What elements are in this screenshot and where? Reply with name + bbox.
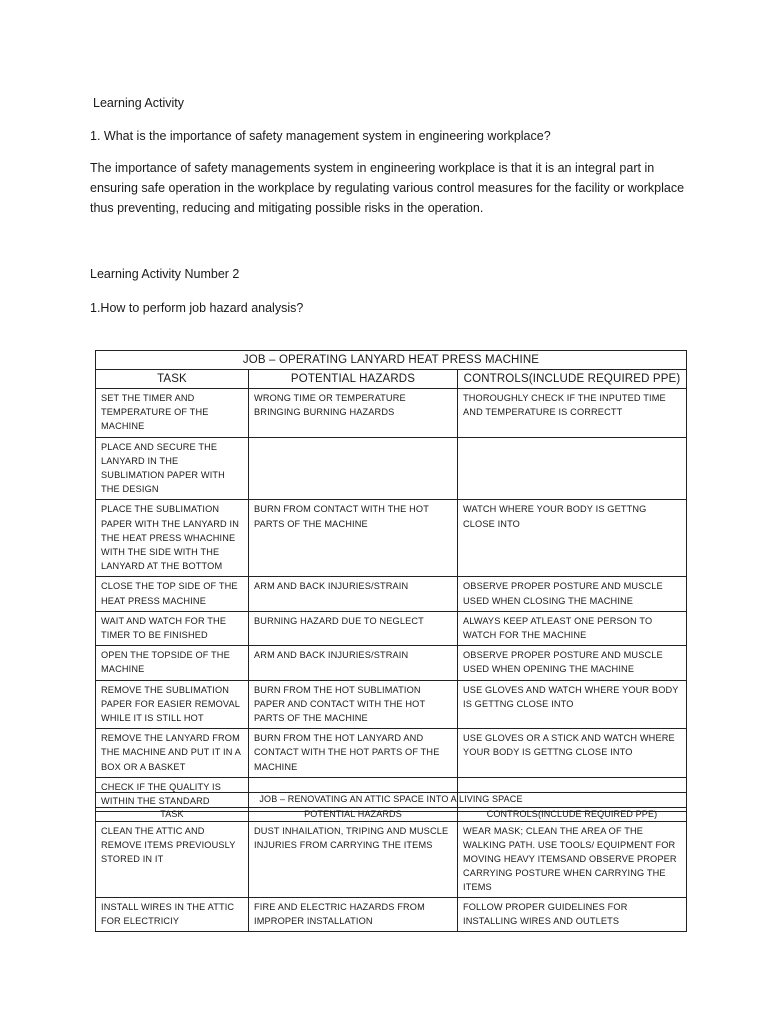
table-row [96, 898, 687, 932]
control-cell: WATCH WHERE YOUR BODY IS GETTNG CLOSE INTO [458, 500, 687, 577]
task-cell: PLACE THE SUBLIMATION PAPER WITH THE LANYARD IN THE HEAT PRESS WHACHINE WITH THE SIDE WITH THE LANYARD AT THE BOTTOM [96, 500, 249, 577]
table-row [96, 577, 687, 611]
hazard-cell: BURN FROM THE HOT SUBLIMATION PAPER AND CONTACT WITH THE HOT PARTS OF THE MACHINE [249, 680, 458, 729]
control-cell: WEAR MASK; CLEAN THE AREA OF THE WALKING PATH. USE TOOLS/ EQUIPMENT FOR MOVING HEAVY ITEMSAND OBSERVE PROPER CARRYING POSTURE WHEN CARRYING THE ITEMS [458, 822, 687, 898]
task-cell: CHECK IF THE QUALITY IS WITHIN THE STANDARD [96, 777, 249, 811]
task-cell: SET THE TIMER AND TEMPERATURE OF THE MACHINE [96, 389, 249, 438]
task-cell: REMOVE THE SUBLIMATION PAPER FOR EASIER REMOVAL WHILE IT IS STILL HOT [96, 680, 249, 729]
control-cell: OBSERVE PROPER POSTURE AND MUSCLE USED WHEN OPENING THE MACHINE [458, 646, 687, 680]
task-cell: CLEAN THE ATTIC AND REMOVE ITEMS PREVIOUSLY STORED IN IT [96, 822, 249, 898]
column-header-controls: CONTROLS(INCLUDE REQUIRED PPE) [458, 370, 687, 389]
table-row [96, 500, 687, 577]
hazard-cell: BURN FROM CONTACT WITH THE HOT PARTS OF THE MACHINE [249, 500, 458, 577]
column-header-hazards: POTENTIAL HAZARDS [249, 807, 458, 822]
answer-1: The importance of safety managements system in engineering workplace is that it is an integral part in ensuring safe operation in the workplace by regulating various control measures for the facility or workplace thus preventing, reducing and mitigating possible risks in the operation. [90, 161, 685, 215]
learning-activity-2-title: Learning Activity Number 2 [90, 267, 240, 281]
question-1: 1. What is the importance of safety management system in engineering workplace? [90, 129, 551, 143]
table-title: JOB – RENOVATING AN ATTIC SPACE INTO A LIVING SPACE [96, 793, 687, 808]
column-header-task: TASK [96, 807, 249, 822]
table-row [96, 729, 687, 778]
table-row [96, 389, 687, 438]
table-title: JOB – OPERATING LANYARD HEAT PRESS MACHINE [96, 351, 687, 370]
hazard-cell: WRONG TIME OR TEMPERATURE BRINGING BURNING HAZARDS [249, 389, 458, 438]
task-cell: WAIT AND WATCH FOR THE TIMER TO BE FINISHED [96, 611, 249, 645]
table-row [96, 437, 687, 500]
hazard-cell: ARM AND BACK INJURIES/STRAIN [249, 577, 458, 611]
task-cell: PLACE AND SECURE THE LANYARD IN THE SUBLIMATION PAPER WITH THE DESIGN [96, 437, 249, 500]
hazard-cell: BURN FROM THE HOT LANYARD AND CONTACT WITH THE HOT PARTS OF THE MACHINE [249, 729, 458, 778]
control-cell: FOLLOW PROPER GUIDELINES FOR INSTALLING WIRES AND OUTLETS [458, 898, 687, 932]
question-2: 1.How to perform job hazard analysis? [90, 301, 304, 315]
control-cell: THOROUGHLY CHECK IF THE INPUTED TIME AND TEMPERATURE IS CORRECTT [458, 389, 687, 438]
column-header-task: TASK [96, 370, 249, 389]
column-header-hazards: POTENTIAL HAZARDS [249, 370, 458, 389]
control-cell: USE GLOVES OR A STICK AND WATCH WHERE YOUR BODY IS GETTNG CLOSE INTO [458, 729, 687, 778]
table-row [96, 611, 687, 645]
learning-activity-title: Learning Activity [93, 96, 185, 110]
job-hazard-table-lanyard [95, 350, 687, 812]
table-row [96, 822, 687, 898]
task-cell: REMOVE THE LANYARD FROM THE MACHINE AND PUT IT IN A BOX OR A BASKET [96, 729, 249, 778]
job-hazard-table-attic [95, 792, 687, 932]
column-header-controls: CONTROLS(INCLUDE REQUIRED PPE) [458, 807, 687, 822]
hazard-cell: DUST INHAILATION, TRIPING AND MUSCLE INJURIES FROM CARRYING THE ITEMS [249, 822, 458, 898]
hazard-cell: FIRE AND ELECTRIC HAZARDS FROM IMPROPER INSTALLATION [249, 898, 458, 932]
hazard-cell [249, 437, 458, 500]
hazard-cell: ARM AND BACK INJURIES/STRAIN [249, 646, 458, 680]
task-cell: OPEN THE TOPSIDE OF THE MACHINE [96, 646, 249, 680]
table-row [96, 680, 687, 729]
task-cell: CLOSE THE TOP SIDE OF THE HEAT PRESS MACHINE [96, 577, 249, 611]
hazard-cell: BURNING HAZARD DUE TO NEGLECT [249, 611, 458, 645]
task-cell: INSTALL WIRES IN THE ATTIC FOR ELECTRICIY [96, 898, 249, 932]
control-cell [458, 437, 687, 500]
control-cell: OBSERVE PROPER POSTURE AND MUSCLE USED WHEN CLOSING THE MACHINE [458, 577, 687, 611]
control-cell: USE GLOVES AND WATCH WHERE YOUR BODY IS GETTNG CLOSE INTO [458, 680, 687, 729]
table-row [96, 646, 687, 680]
control-cell: ALWAYS KEEP ATLEAST ONE PERSON TO WATCH FOR THE MACHINE [458, 611, 687, 645]
